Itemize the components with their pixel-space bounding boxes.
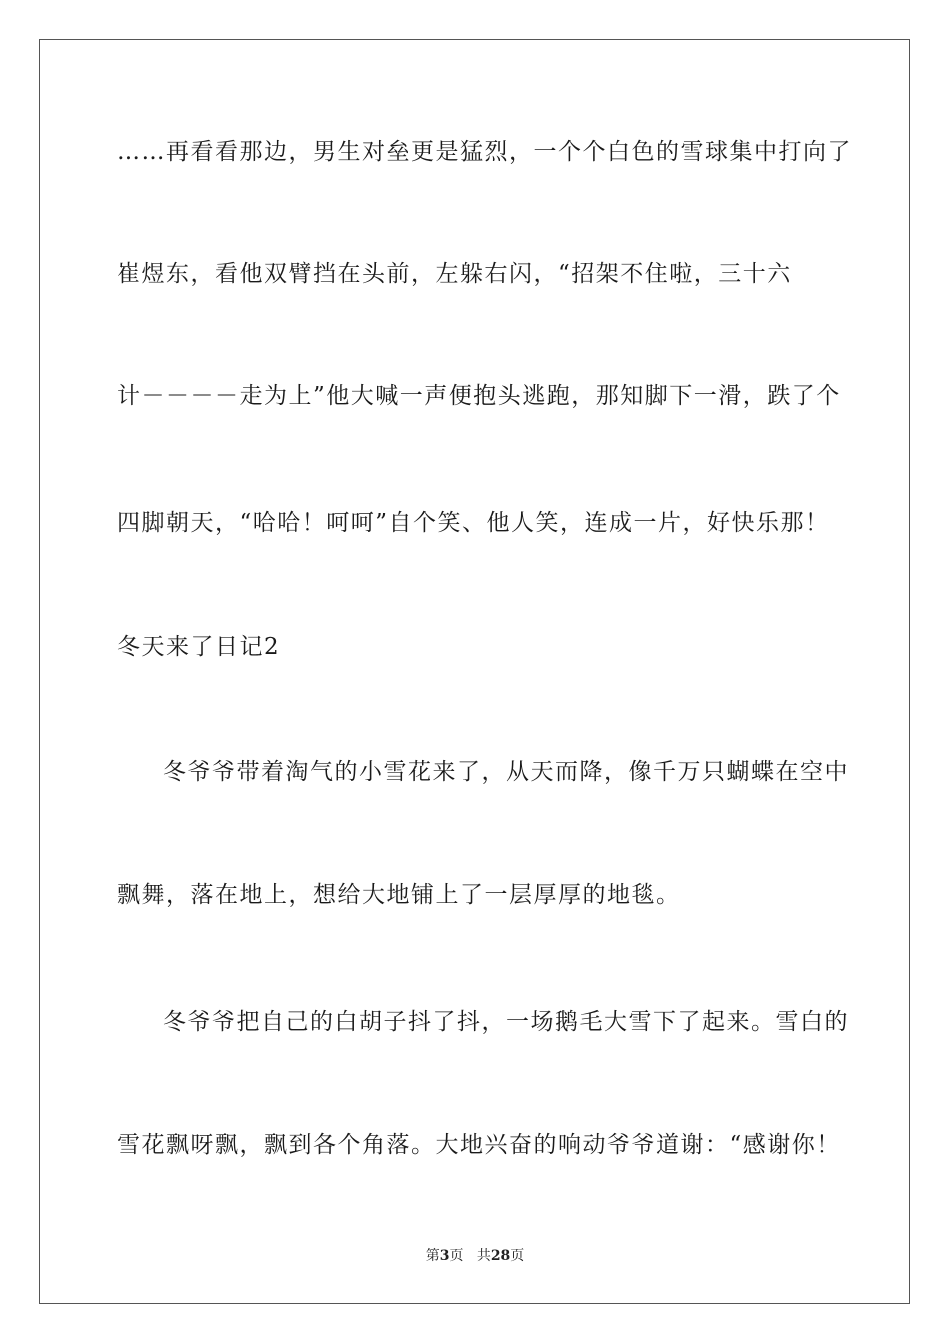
footer-prefix: 第 bbox=[425, 1248, 440, 1264]
total-page-count: 28 bbox=[490, 1248, 511, 1264]
section-heading: 冬天来了日记2 bbox=[117, 634, 281, 660]
page-footer bbox=[0, 1247, 950, 1265]
paragraph-2-line-1: 冬爷爷把自己的白胡子抖了抖，一场鹅毛大雪下了起来。雪白的 bbox=[163, 1009, 849, 1035]
page-border bbox=[39, 39, 910, 1304]
text-line-2: 崔煜东，看他双臂挡在头前，左躲右闪，“招架不住啦，三十六 bbox=[117, 261, 792, 287]
text-line-1: ……再看看那边，男生对垒更是猛烈，一个个白色的雪球集中打向了 bbox=[117, 139, 852, 165]
paragraph-2-line-2: 雪花飘呀飘，飘到各个角落。大地兴奋的响动爷爷道谢：“感谢你！ bbox=[117, 1132, 841, 1158]
footer-page-suffix: 页 bbox=[449, 1248, 464, 1264]
text-line-4: 四脚朝天，“哈哈！呵呵”自个笑、他人笑，连成一片，好快乐那！ bbox=[117, 510, 830, 536]
paragraph-1-line-1: 冬爷爷带着淘气的小雪花来了，从天而降，像千万只蝴蝶在空中 bbox=[163, 759, 849, 785]
footer-total-suffix: 页 bbox=[510, 1248, 525, 1264]
current-page-number: 3 bbox=[439, 1248, 450, 1264]
footer-total-prefix: 共 bbox=[476, 1248, 491, 1264]
text-line-3: 计－－－－走为上”他大喊一声便抱头逃跑，那知脚下一滑，跌了个 bbox=[117, 383, 841, 409]
paragraph-1-line-2: 飘舞，落在地上，想给大地铺上了一层厚厚的地毯。 bbox=[117, 882, 681, 908]
